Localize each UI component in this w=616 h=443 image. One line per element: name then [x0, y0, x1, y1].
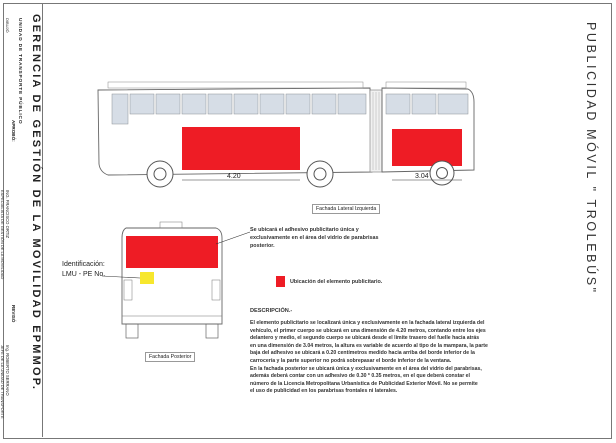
description-body — [250, 320, 610, 396]
rear-lights — [124, 280, 220, 300]
description-line: baja del adhesivo se ubicará a 0.20 centímetros medido hacia arriba del borde inferior de la — [250, 350, 475, 357]
description-heading: DESCRIPCIÓN.- — [250, 308, 293, 314]
description-line: carrocería y la parte superior no podrá sobrepasar el borde inferior de la ventana. — [250, 357, 452, 364]
reviewer-role: ESPECIALISTA DE GESTIÓN DE LA MOVILIDAD — [0, 190, 5, 280]
description-line: en una dimensión de 3.04 metros, la altura es variable de acuerdo al tipo de la mampara, la parte — [250, 342, 488, 349]
rear-view-caption: Fachada Posterior — [145, 352, 195, 362]
description-line: En la fachada posterior se ubicará única y exclusivamente en el área del vidrio del parabrisas, — [250, 365, 482, 372]
description-line: vehículo, el primer cuerpo se ubicará en una dimensión de 4.20 metros, contando entre los ejes — [250, 327, 486, 334]
identification-value: LMU - PE No. — [62, 271, 106, 278]
description-line: delantero y medio, el segundo cuerpo se ubicará desde el límite trasero del fuelle hacia atrás — [250, 335, 480, 342]
dimension-rear: 3.04 — [415, 173, 429, 180]
org-title: GERENCIA DE GESTIÓN DE LA MOVILIDAD EPMMOP. — [30, 14, 42, 392]
approved-label: APROBÓ: — [11, 120, 16, 142]
approver-role: JEFE DE LA UNIDAD DE TRANSPORTE — [0, 345, 5, 419]
rear-note: Se ubicará el adhesivo publicitario única y exclusivamente en el área del vidrio de parabrisas posterior. — [250, 227, 379, 249]
rear-window-ad — [126, 236, 218, 268]
side-view-drawing — [90, 72, 480, 202]
document-title: PUBLICIDAD MÓVIL " TROLEBÚS" — [584, 22, 598, 295]
rear-note-leader — [214, 228, 254, 248]
description-line: además deberá contar con un adhesivo de 0.30 * 0.35 metros, en el que deberá constar el — [250, 373, 470, 380]
legend-label: Ubicación del elemento publicitario. — [290, 279, 383, 285]
identification-label: Identificación: — [62, 261, 105, 268]
description-line: El elemento publicitario se localizará única y exclusivamente en la fachada lateral izquierda del — [250, 320, 485, 326]
description-line: número de la Licencia Metropolitana Urbanística de Publicidad Exterior Móvil. No se permite — [250, 380, 478, 387]
ad-panel-front — [182, 127, 300, 170]
reviewer-name: ING. FRANCISCO ORTIZ — [5, 190, 10, 239]
rear-wheel-right — [206, 324, 218, 338]
rear-car-windows — [386, 94, 468, 114]
dimension-front: 4.20 — [227, 173, 241, 180]
reviewed-label: REVISÓ — [11, 305, 16, 323]
legend-swatch — [276, 276, 285, 287]
ad-panel-rear — [392, 129, 462, 166]
drawn-label: DIBUJÓ — [5, 18, 10, 33]
identification-leader — [100, 272, 145, 282]
rear-wheel-left — [126, 324, 138, 338]
approver-name: Ing. ROBERTO SERRANO — [5, 345, 10, 396]
unit-line: UNIDAD DE TRANSPORTE PÚBLICO — [17, 18, 22, 125]
description-line: el uso de publicidad en los parabrisas frontales ni laterales. — [250, 388, 398, 395]
side-view-caption: Fachada Lateral Izquierda — [312, 204, 380, 214]
front-car-windows — [112, 94, 366, 124]
